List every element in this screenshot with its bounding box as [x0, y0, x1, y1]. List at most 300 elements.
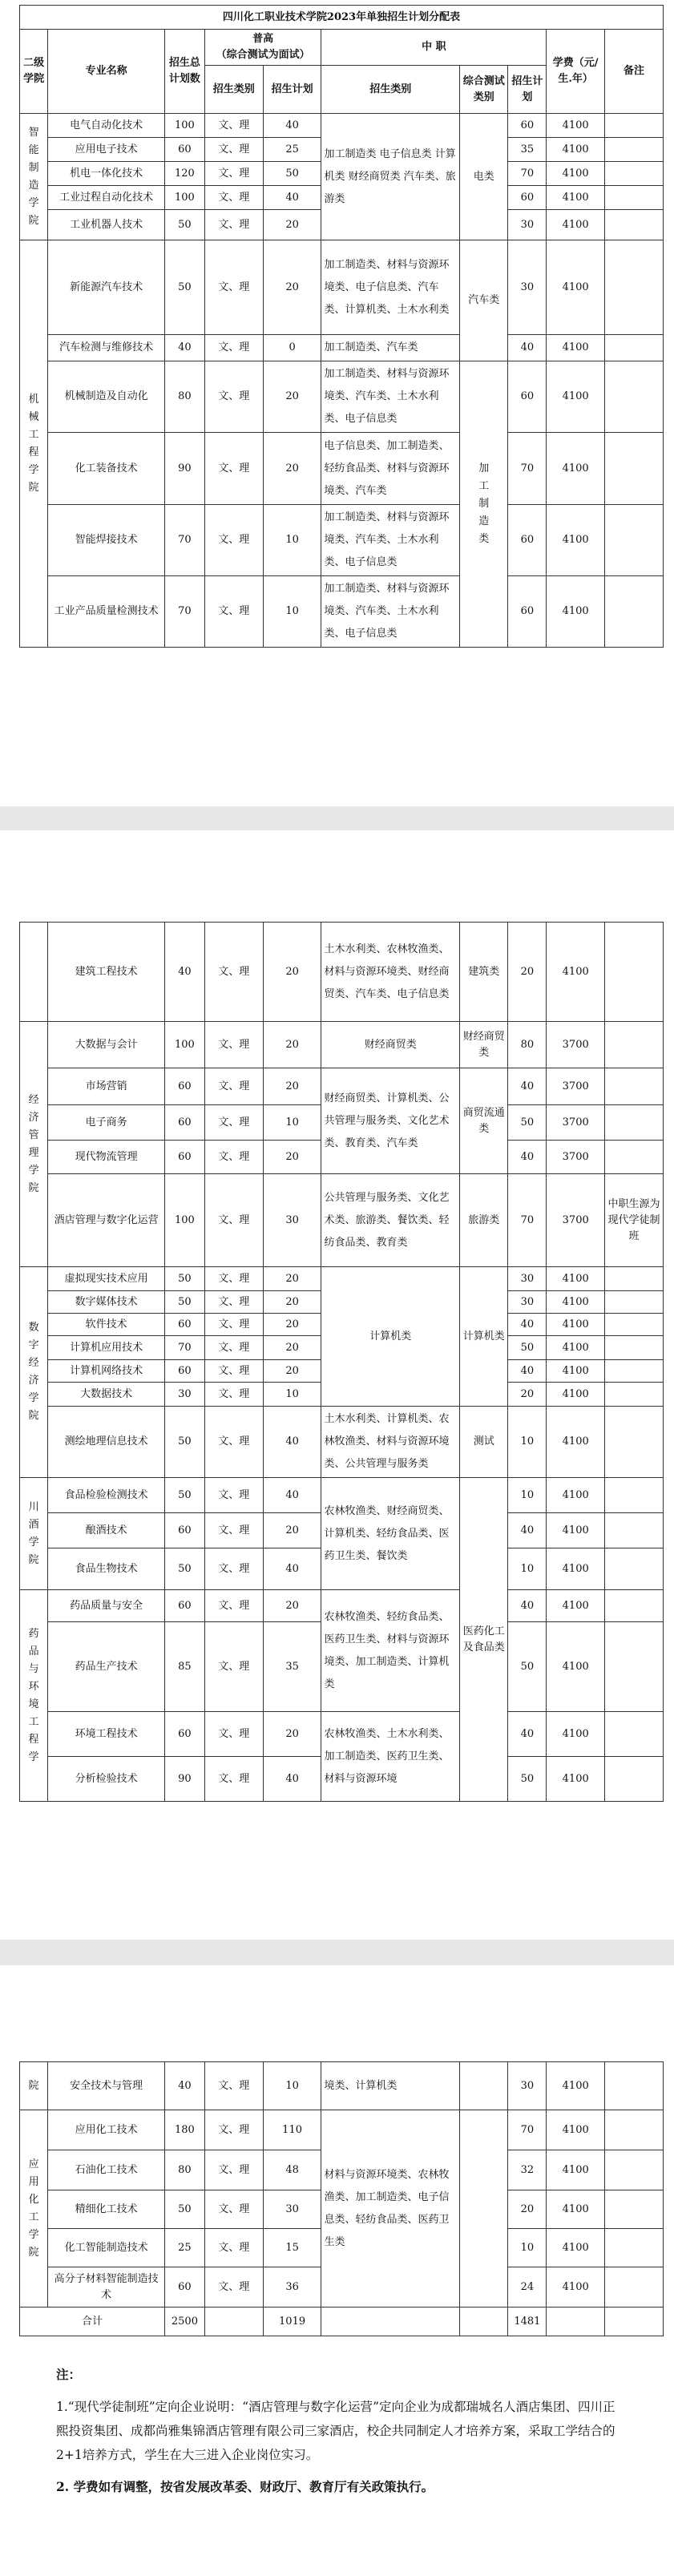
table-row — [20, 505, 664, 576]
pt-cat: 文、理 — [204, 335, 263, 361]
pt-plan: 10 — [263, 576, 321, 648]
pt-plan: 20 — [263, 433, 321, 505]
total-plan: 180 — [164, 2110, 204, 2150]
table-row — [20, 361, 664, 433]
table-row — [20, 1478, 664, 1513]
table-row — [20, 240, 664, 335]
pt-plan: 10 — [263, 1105, 321, 1141]
note — [605, 2267, 664, 2307]
pt-cat: 文、理 — [204, 2190, 263, 2229]
plan-table-page-2 — [19, 922, 664, 1802]
pt-cat: 文、理 — [204, 1360, 263, 1383]
fee: 4100 — [547, 1622, 605, 1712]
total-plan: 120 — [164, 162, 204, 186]
pt-plan: 20 — [263, 1314, 321, 1336]
zz-test: 医药化工及食品类 — [460, 1478, 508, 1802]
fee: 4100 — [547, 923, 605, 1022]
pt-cat: 文、理 — [204, 1590, 263, 1622]
pt-plan: 15 — [263, 2229, 321, 2267]
pt-plan: 40 — [263, 1548, 321, 1590]
total-plan: 70 — [164, 576, 204, 648]
total-plan: 80 — [164, 2150, 204, 2190]
note — [605, 2190, 664, 2229]
fee: 4100 — [547, 433, 605, 505]
pt-plan: 0 — [263, 335, 321, 361]
total-plan: 50 — [164, 1267, 204, 1291]
table-row — [20, 1407, 664, 1478]
pt-cat: 文、理 — [204, 2229, 263, 2267]
pt-plan: 1019 — [263, 2307, 321, 2336]
fee: 4100 — [547, 2110, 605, 2150]
table-row — [20, 1267, 664, 1291]
pt-cat: 文、理 — [204, 138, 263, 162]
note — [605, 1141, 664, 1174]
fee: 4100 — [547, 1267, 605, 1291]
total-plan: 50 — [164, 210, 204, 240]
plan-table-page-1 — [19, 5, 664, 648]
pt-plan: 20 — [263, 1291, 321, 1314]
note — [605, 433, 664, 505]
zz-plan: 60 — [508, 361, 547, 433]
zz-cat: 加工制造类、材料与资源环境类、汽车类、土木水利类、电子信息类 — [321, 576, 460, 648]
major-name: 应用化工技术 — [48, 2110, 165, 2150]
note — [605, 576, 664, 648]
zz-cat: 公共管理与服务类、文化艺术类、旅游类、餐饮类、轻纺食品类、教育类 — [321, 1174, 460, 1267]
pt-cat: 文、理 — [204, 1407, 263, 1478]
major-name: 电子商务 — [48, 1105, 165, 1141]
table-row — [20, 1068, 664, 1105]
zz-plan: 10 — [508, 1548, 547, 1590]
major-name: 工业机器人技术 — [48, 210, 165, 240]
fee: 4100 — [547, 1314, 605, 1336]
zz-plan: 10 — [508, 1478, 547, 1513]
major-name: 酿酒技术 — [48, 1513, 165, 1548]
pt-cat: 文、理 — [204, 505, 263, 576]
major-name: 工业产品质量检测技术 — [48, 576, 165, 648]
pt-cat: 文、理 — [204, 1291, 263, 1314]
zz-plan: 50 — [508, 1336, 547, 1360]
fee — [547, 2307, 605, 2336]
note — [605, 1105, 664, 1141]
pt-cat: 文、理 — [204, 923, 263, 1022]
fee: 4100 — [547, 1712, 605, 1757]
zz-test: 商贸流通类 — [460, 1068, 508, 1174]
zz-plan: 70 — [508, 2110, 547, 2150]
note — [605, 1267, 664, 1291]
fee: 4100 — [547, 1291, 605, 1314]
total-plan: 60 — [164, 1712, 204, 1757]
note — [605, 2307, 664, 2336]
pt-cat — [204, 2307, 263, 2336]
fee: 4100 — [547, 361, 605, 433]
pt-cat: 文、理 — [204, 1174, 263, 1267]
zz-plan: 1481 — [508, 2307, 547, 2336]
college-cell: 院 — [20, 2062, 48, 2110]
pt-plan: 40 — [263, 186, 321, 210]
pt-cat: 文、理 — [204, 2267, 263, 2307]
note — [605, 162, 664, 186]
fee: 4100 — [547, 335, 605, 361]
pt-plan: 48 — [263, 2150, 321, 2190]
note — [605, 1022, 664, 1068]
total-plan: 85 — [164, 1622, 204, 1712]
total-plan: 2500 — [164, 2307, 204, 2336]
zz-cat: 材料与资源环境类、农林牧渔类、加工制造类、电子信息类、轻纺食品类、医药卫生类 — [321, 2110, 460, 2307]
zz-test — [460, 2062, 508, 2110]
note — [605, 335, 664, 361]
pt-cat: 文、理 — [204, 1267, 263, 1291]
fee: 3700 — [547, 1022, 605, 1068]
header-fee: 学费（元/生.年） — [547, 30, 605, 114]
major-name: 化工装备技术 — [48, 433, 165, 505]
college-cell: 药 品 与 环 境 工 程 学 — [20, 1590, 48, 1802]
total-plan: 40 — [164, 923, 204, 1022]
pt-cat: 文、理 — [204, 186, 263, 210]
zz-cat: 财经商贸类、计算机类、公共管理与服务类、文化艺术类、教育类、汽车类 — [321, 1068, 460, 1174]
fee: 4100 — [547, 1360, 605, 1383]
pt-cat: 文、理 — [204, 2062, 263, 2110]
total-row — [20, 2307, 664, 2336]
fee: 4100 — [547, 210, 605, 240]
zz-plan: 30 — [508, 1291, 547, 1314]
note — [605, 1407, 664, 1478]
college-cell — [20, 923, 48, 1022]
pt-plan: 20 — [263, 1513, 321, 1548]
fee: 4100 — [547, 240, 605, 335]
total-plan: 40 — [164, 2062, 204, 2110]
fee: 4100 — [547, 1336, 605, 1360]
note — [605, 1478, 664, 1513]
zz-test: 电类 — [460, 114, 508, 240]
pt-plan: 30 — [263, 1174, 321, 1267]
major-name: 市场营销 — [48, 1068, 165, 1105]
table-row — [20, 1590, 664, 1622]
zz-cat: 计算机类 — [321, 1267, 460, 1407]
major-name: 精细化工技术 — [48, 2190, 165, 2229]
fee: 4100 — [547, 1757, 605, 1802]
major-name: 分析检验技术 — [48, 1757, 165, 1802]
zz-plan: 30 — [508, 2062, 547, 2110]
fee: 3700 — [547, 1141, 605, 1174]
header-note: 备注 — [605, 30, 664, 114]
fee: 3700 — [547, 1174, 605, 1267]
zz-plan: 10 — [508, 2229, 547, 2267]
total-plan: 50 — [164, 1548, 204, 1590]
pt-cat: 文、理 — [204, 1622, 263, 1712]
header-zhongzhi: 中 职 — [321, 30, 547, 66]
zz-cat: 农林牧渔类、土木水利类、加工制造类、医药卫生类、材料与资源环境 — [321, 1712, 460, 1802]
pt-plan: 20 — [263, 1712, 321, 1757]
note — [605, 1068, 664, 1105]
pt-plan: 20 — [263, 361, 321, 433]
pt-cat: 文、理 — [204, 1712, 263, 1757]
major-name: 工业过程自动化技术 — [48, 186, 165, 210]
note — [605, 240, 664, 335]
note — [605, 1314, 664, 1336]
note — [605, 1291, 664, 1314]
note — [605, 923, 664, 1022]
page-gap — [0, 1940, 674, 1965]
fee: 4100 — [547, 2150, 605, 2190]
pt-plan: 110 — [263, 2110, 321, 2150]
zz-test — [460, 2307, 508, 2336]
pt-plan: 40 — [263, 1478, 321, 1513]
major-name: 高分子材料智能制造技术 — [48, 2267, 165, 2307]
major-name: 石油化工技术 — [48, 2150, 165, 2190]
pt-cat: 文、理 — [204, 1548, 263, 1590]
table-row — [20, 1712, 664, 1757]
fee: 4100 — [547, 162, 605, 186]
fee: 4100 — [547, 2190, 605, 2229]
pt-cat: 文、理 — [204, 1757, 263, 1802]
pt-cat: 文、理 — [204, 1141, 263, 1174]
total-plan: 100 — [164, 114, 204, 138]
note — [605, 1712, 664, 1757]
major-name: 酒店管理与数字化运营 — [48, 1174, 165, 1267]
note — [605, 186, 664, 210]
pt-plan: 50 — [263, 162, 321, 186]
zz-cat: 加工制造类、材料与资源环境类、汽车类、土木水利类、电子信息类 — [321, 361, 460, 433]
pt-plan: 40 — [263, 1757, 321, 1802]
fee: 3700 — [547, 1105, 605, 1141]
zz-cat: 加工制造类、汽车类 — [321, 335, 460, 361]
major-name: 计算机应用技术 — [48, 1336, 165, 1360]
fee: 4100 — [547, 2229, 605, 2267]
pt-cat: 文、理 — [204, 1022, 263, 1068]
zz-test: 测试 — [460, 1407, 508, 1478]
pt-cat: 文、理 — [204, 114, 263, 138]
zz-plan: 30 — [508, 210, 547, 240]
pt-cat: 文、理 — [204, 1513, 263, 1548]
zz-plan: 60 — [508, 186, 547, 210]
major-name: 计算机网络技术 — [48, 1360, 165, 1383]
note — [605, 1336, 664, 1360]
pt-plan: 20 — [263, 1360, 321, 1383]
major-name: 软件技术 — [48, 1314, 165, 1336]
major-name: 药品质量与安全 — [48, 1590, 165, 1622]
pt-plan: 10 — [263, 1383, 321, 1407]
note — [605, 210, 664, 240]
zz-plan: 32 — [508, 2150, 547, 2190]
zz-cat: 加工制造类、材料与资源环境类、电子信息类、汽车类、计算机类、土木水利类 — [321, 240, 460, 335]
zz-plan: 50 — [508, 1622, 547, 1712]
major-name: 食品检验检测技术 — [48, 1478, 165, 1513]
zz-plan: 60 — [508, 505, 547, 576]
total-plan: 60 — [164, 1513, 204, 1548]
note — [605, 1622, 664, 1712]
fee: 4100 — [547, 1478, 605, 1513]
pt-plan: 20 — [263, 1590, 321, 1622]
zz-plan: 80 — [508, 1022, 547, 1068]
pt-cat: 文、理 — [204, 2150, 263, 2190]
fee: 3700 — [547, 1068, 605, 1105]
pt-plan: 20 — [263, 1267, 321, 1291]
pt-cat: 文、理 — [204, 2110, 263, 2150]
fee: 4100 — [547, 1548, 605, 1590]
zz-test: 汽车类 — [460, 240, 508, 361]
zz-test: 计算机类 — [460, 1267, 508, 1407]
pt-cat: 文、理 — [204, 1383, 263, 1407]
zz-test: 建筑类 — [460, 923, 508, 1022]
zz-cat: 财经商贸类 — [321, 1022, 460, 1068]
pt-cat: 文、理 — [204, 1314, 263, 1336]
major-name: 建筑工程技术 — [48, 923, 165, 1022]
table-row — [20, 114, 664, 138]
zz-test — [460, 2110, 508, 2307]
zz-plan: 50 — [508, 1757, 547, 1802]
total-plan: 100 — [164, 186, 204, 210]
major-name: 虚拟现实技术应用 — [48, 1267, 165, 1291]
total-plan: 40 — [164, 335, 204, 361]
total-plan: 90 — [164, 433, 204, 505]
pt-plan: 25 — [263, 138, 321, 162]
major-name: 测绘地理信息技术 — [48, 1407, 165, 1478]
header-pt-cat: 招生类别 — [204, 66, 263, 114]
pt-plan: 20 — [263, 1022, 321, 1068]
zz-plan: 24 — [508, 2267, 547, 2307]
table-row — [20, 1174, 664, 1267]
total-plan: 50 — [164, 240, 204, 335]
major-name: 机械制造及自动化 — [48, 361, 165, 433]
pt-cat: 文、理 — [204, 162, 263, 186]
major-name: 食品生物技术 — [48, 1548, 165, 1590]
total-plan: 30 — [164, 1383, 204, 1407]
major-name: 现代物流管理 — [48, 1141, 165, 1174]
plan-table-page-3 — [19, 2061, 664, 2336]
zz-plan: 70 — [508, 1174, 547, 1267]
header-college: 二级学院 — [20, 30, 48, 114]
college-cell: 川 酒 学 院 — [20, 1478, 48, 1590]
zz-cat: 加工制造类、材料与资源环境类、汽车类、土木水利类、电子信息类 — [321, 505, 460, 576]
pt-plan: 20 — [263, 923, 321, 1022]
pt-cat: 文、理 — [204, 240, 263, 335]
pt-plan: 20 — [263, 240, 321, 335]
note — [605, 1383, 664, 1407]
total-plan: 60 — [164, 1590, 204, 1622]
pt-plan: 20 — [263, 1336, 321, 1360]
zz-plan: 40 — [508, 1590, 547, 1622]
pt-plan: 35 — [263, 1622, 321, 1712]
zz-plan: 40 — [508, 335, 547, 361]
zz-cat: 土木水利类、计算机类、农林牧渔类、材料与资源环境类、公共管理与服务类 — [321, 1407, 460, 1478]
total-plan: 60 — [164, 1068, 204, 1105]
note — [605, 1548, 664, 1590]
fee: 4100 — [547, 1407, 605, 1478]
major-name: 药品生产技术 — [48, 1622, 165, 1712]
major-name: 环境工程技术 — [48, 1712, 165, 1757]
note — [605, 2110, 664, 2150]
total-plan: 60 — [164, 1105, 204, 1141]
table-row — [20, 923, 664, 1022]
zz-plan: 30 — [508, 240, 547, 335]
zz-plan: 40 — [508, 1513, 547, 1548]
total-plan: 50 — [164, 1291, 204, 1314]
zz-cat: 农林牧渔类、轻纺食品类、医药卫生类、材料与资源环境类、加工制造类、计算机类 — [321, 1590, 460, 1712]
header-major: 专业名称 — [48, 30, 165, 114]
pt-cat: 文、理 — [204, 361, 263, 433]
pt-cat: 文、理 — [204, 1105, 263, 1141]
major-name: 数字媒体技术 — [48, 1291, 165, 1314]
header-zz-plan: 招生计划 — [508, 66, 547, 114]
table-row — [20, 1022, 664, 1068]
fee: 4100 — [547, 138, 605, 162]
table-title: 四川化工职业技术学院2023年单独招生计划分配表 — [20, 6, 664, 30]
pt-plan: 10 — [263, 505, 321, 576]
note — [605, 1360, 664, 1383]
note — [605, 2229, 664, 2267]
note — [605, 138, 664, 162]
zz-plan: 40 — [508, 1314, 547, 1336]
table-row — [20, 2110, 664, 2150]
note-2: 2. 学费如有调整，按省发展改革委、财政厅、教育厅有关政策执行。 — [56, 2479, 434, 2494]
zz-plan: 35 — [508, 138, 547, 162]
fee: 4100 — [547, 1383, 605, 1407]
header-zz-test: 综合测试类别 — [460, 66, 508, 114]
pt-cat: 文、理 — [204, 1478, 263, 1513]
pt-plan: 40 — [263, 1407, 321, 1478]
total-plan: 50 — [164, 1407, 204, 1478]
note: 中职生源为现代学徒制班 — [605, 1174, 664, 1267]
major-name: 安全技术与管理 — [48, 2062, 165, 2110]
zz-test: 加 工 制 造 类 — [460, 361, 508, 648]
table-row — [20, 576, 664, 648]
major-name: 大数据与会计 — [48, 1022, 165, 1068]
total-plan: 90 — [164, 1757, 204, 1802]
total-plan: 50 — [164, 1478, 204, 1513]
pt-cat: 文、理 — [204, 1336, 263, 1360]
fee: 4100 — [547, 1513, 605, 1548]
fee: 4100 — [547, 2267, 605, 2307]
page-1 — [0, 0, 674, 689]
notes-heading: 注： — [56, 2367, 82, 2382]
total-plan: 60 — [164, 1314, 204, 1336]
fee: 4100 — [547, 186, 605, 210]
page-3 — [0, 1965, 674, 2576]
notes-section — [56, 2363, 617, 2507]
zz-plan: 50 — [508, 1105, 547, 1141]
college-cell: 经 济 管 理 学 院 — [20, 1022, 48, 1267]
zz-plan: 70 — [508, 433, 547, 505]
page-2 — [0, 830, 674, 1940]
zz-plan: 40 — [508, 1141, 547, 1174]
zz-cat: 土木水利类、农林牧渔类、材料与资源环境类、财经商贸类、汽车类、电子信息类 — [321, 923, 460, 1022]
zz-plan: 30 — [508, 1267, 547, 1291]
total-plan: 70 — [164, 505, 204, 576]
fee: 4100 — [547, 505, 605, 576]
major-name: 汽车检测与维修技术 — [48, 335, 165, 361]
table-row — [20, 335, 664, 361]
zz-plan: 10 — [508, 1407, 547, 1478]
zz-plan: 60 — [508, 114, 547, 138]
note — [605, 114, 664, 138]
total-plan: 60 — [164, 1141, 204, 1174]
pt-plan: 30 — [263, 2190, 321, 2229]
major-name: 大数据技术 — [48, 1383, 165, 1407]
header-pt-plan: 招生计划 — [263, 66, 321, 114]
pt-plan: 20 — [263, 210, 321, 240]
zz-plan: 60 — [508, 576, 547, 648]
total-plan: 60 — [164, 138, 204, 162]
total-label: 合计 — [20, 2307, 165, 2336]
major-name: 化工智能制造技术 — [48, 2229, 165, 2267]
major-name: 新能源汽车技术 — [48, 240, 165, 335]
note-1: 1.“现代学徒制班”定向企业说明：“酒店管理与数字化运营”定向企业为成都瑞城名人酒店集团、四川正熙投资集团、成都尚雅集锦酒店管理有限公司三家酒店，校企共同制定人才培养方案，采取工学结合的2+1培养方式，学生在大三进入企业岗位实习。 — [56, 2400, 615, 2462]
pt-plan: 10 — [263, 2062, 321, 2110]
total-plan: 80 — [164, 361, 204, 433]
major-name: 机电一体化技术 — [48, 162, 165, 186]
header-putong: 普高 （综合测试为面试） — [204, 30, 321, 66]
college-cell: 机 械 工 程 学 院 — [20, 240, 48, 648]
